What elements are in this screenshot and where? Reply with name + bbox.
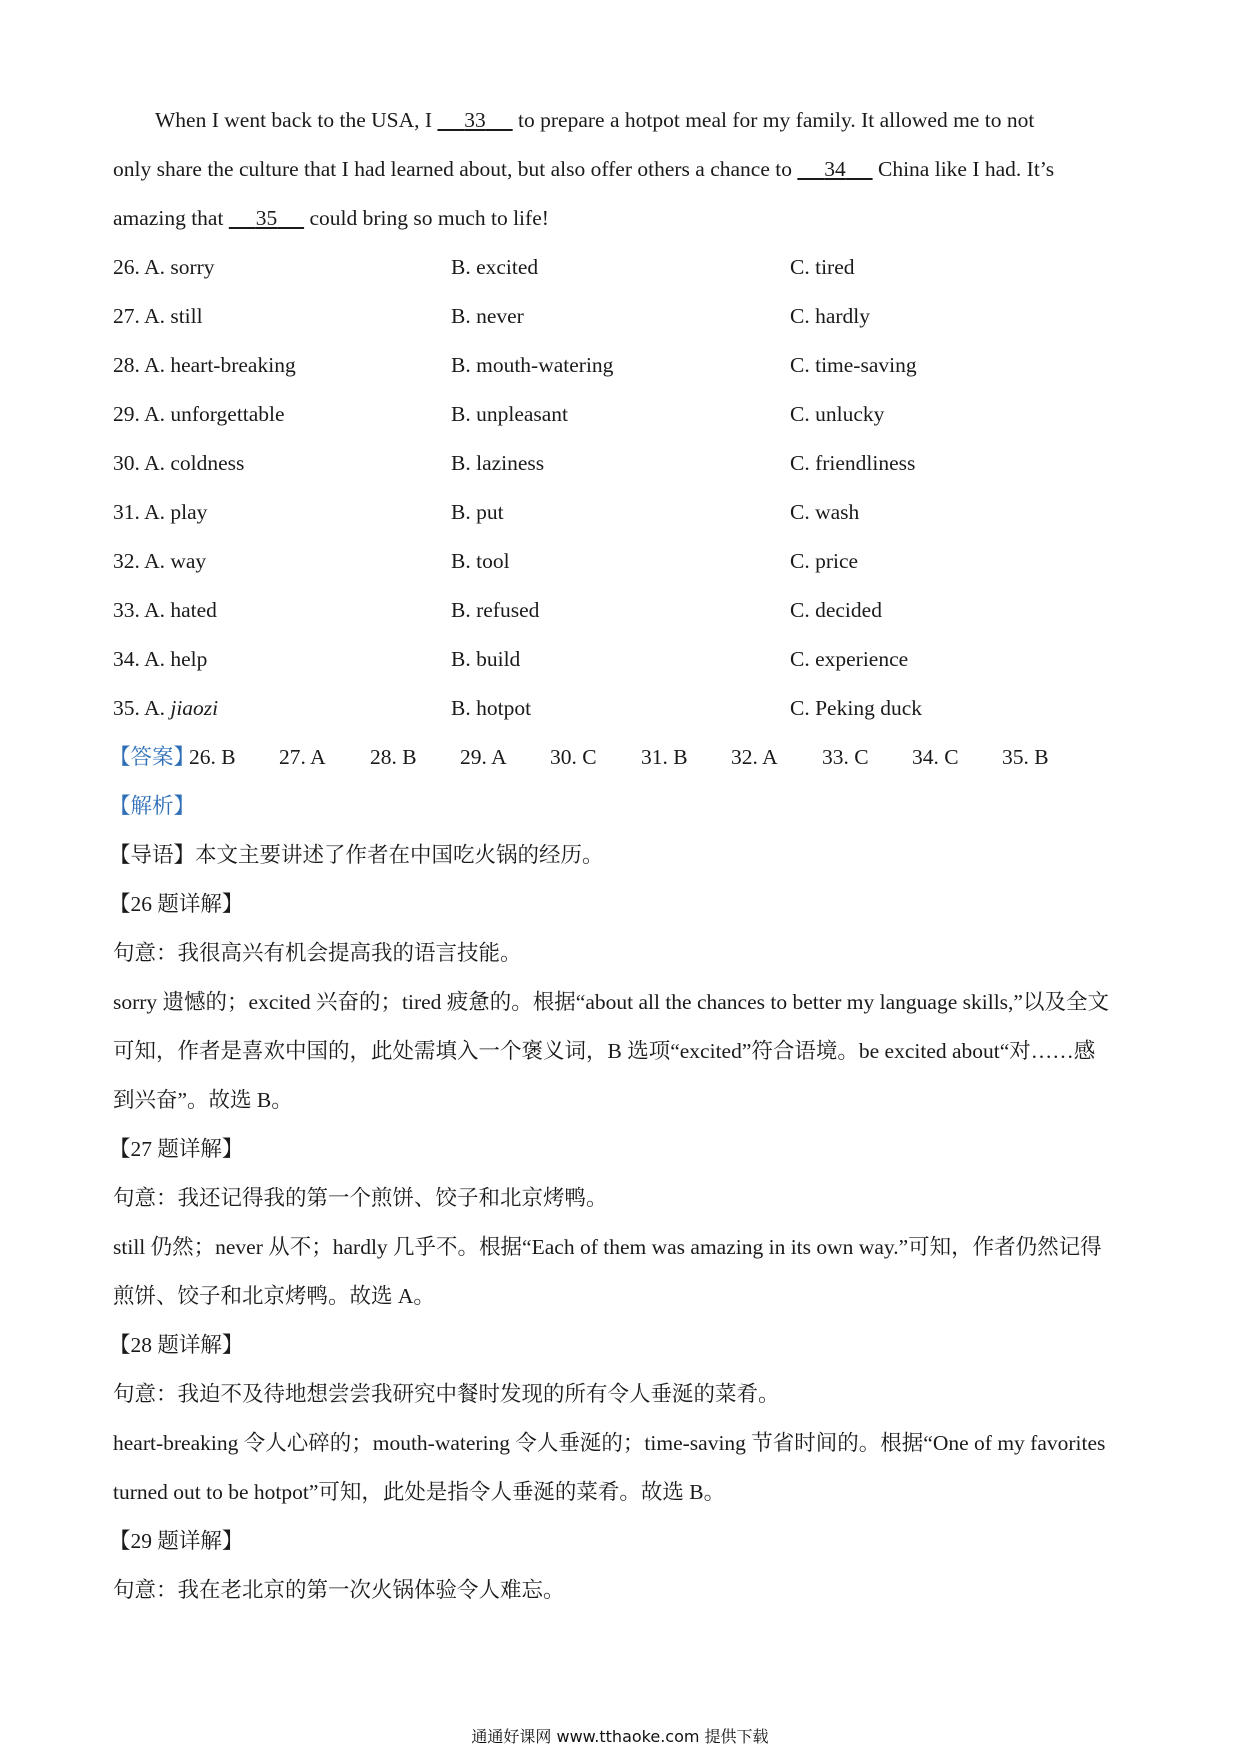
- q28-heading: 【28 题详解】: [109, 1333, 244, 1357]
- passage-text: When I went back to the USA, I: [155, 108, 438, 132]
- option-row: [113, 488, 1133, 537]
- answer-item: 31. B: [641, 745, 688, 769]
- option-b: B. laziness: [451, 451, 545, 475]
- answer-item: 35. B: [1002, 745, 1049, 769]
- option-c: C. friendliness: [790, 451, 916, 475]
- q28-meaning: 句意：我迫不及待地想尝尝我研究中餐时发现的所有令人垂涎的菜肴。: [113, 1382, 780, 1406]
- document-content: [109, 96, 1133, 1615]
- option-b: B. put: [451, 500, 504, 524]
- option-a: 34. A. help: [113, 647, 208, 671]
- option-a: 33. A. hated: [113, 598, 217, 622]
- option-a: 28. A. heart-breaking: [113, 353, 296, 377]
- option-c: C. tired: [790, 255, 855, 279]
- option-row: [113, 586, 1133, 635]
- answer-item: 32. A: [731, 745, 778, 769]
- blank-33: [437, 108, 512, 132]
- option-c: C. experience: [790, 647, 909, 671]
- answer-item: 33. C: [822, 745, 869, 769]
- q28-line-1: heart-breaking 令人心碎的；mouth-watering 令人垂涎的；time-saving 节省时间的。根据“One of my favorites: [113, 1431, 1106, 1455]
- option-c: C. wash: [790, 500, 860, 524]
- option-a: 30. A. coldness: [113, 451, 245, 475]
- analysis-label: 【解析】: [109, 794, 196, 818]
- option-a: 32. A. way: [113, 549, 207, 573]
- passage-text: China like I had. It’s: [872, 157, 1055, 181]
- blank-34: [797, 157, 872, 181]
- q26-line-3: 到兴奋”。故选 B。: [113, 1088, 293, 1112]
- passage-text: amazing that: [113, 206, 229, 230]
- q29-meaning: 句意：我在老北京的第一次火锅体验令人难忘。: [113, 1578, 565, 1602]
- option-b: B. hotpot: [451, 696, 532, 720]
- option-a: 35. A. jiaozi: [113, 696, 219, 720]
- q26-meaning: 句意：我很高兴有机会提高我的语言技能。: [113, 941, 522, 965]
- option-b: B. unpleasant: [451, 402, 569, 426]
- answer-item: 29. A: [460, 745, 507, 769]
- answer-item: 27. A: [279, 745, 326, 769]
- q28-line-2: turned out to be hotpot”可知，此处是指令人垂涎的菜肴。故选 B。: [113, 1480, 726, 1504]
- option-b: B. refused: [451, 598, 540, 622]
- option-c: C. price: [790, 549, 859, 573]
- q27-line-2: 煎饼、饺子和北京烤鸭。故选 A。: [113, 1284, 435, 1308]
- page-footer: 通通好课网 www.tthaoke.com 提供下载: [471, 1727, 769, 1746]
- q26-line-2: 可知，作者是喜欢中国的，此处需填入一个褒义词，B 选项“excited”符合语境。be excited about“对……感: [113, 1039, 1096, 1063]
- blank-number: 34: [824, 157, 846, 181]
- passage-line-1: [113, 96, 1133, 145]
- passage-text: could bring so much to life!: [304, 206, 549, 230]
- passage-text: to prepare a hotpot meal for my family. It allowed me to not: [512, 108, 1035, 132]
- option-c: C. decided: [790, 598, 882, 622]
- option-row: [113, 341, 1133, 390]
- answer-label: 【答案】: [109, 745, 196, 769]
- q26-line-1: sorry 遗憾的；excited 兴奋的；tired 疲惫的。根据“about all the chances to better my language skills,”以及全文: [113, 990, 1109, 1014]
- guide-text: 【导语】本文主要讲述了作者在中国吃火锅的经历。: [109, 843, 604, 867]
- option-b: B. excited: [451, 255, 539, 279]
- q27-heading: 【27 题详解】: [109, 1137, 244, 1161]
- passage-line-2: [113, 145, 1133, 194]
- q29-heading: 【29 题详解】: [109, 1529, 244, 1553]
- options-list: [113, 243, 1133, 733]
- option-b: B. mouth-watering: [451, 353, 614, 377]
- option-b: B. tool: [451, 549, 510, 573]
- option-row: [113, 684, 1133, 733]
- answer-row: [109, 733, 1133, 782]
- answer-item: 30. C: [550, 745, 597, 769]
- option-c: C. time-saving: [790, 353, 917, 377]
- passage-line-3: [113, 194, 1133, 243]
- option-c: C. unlucky: [790, 402, 885, 426]
- option-c: C. Peking duck: [790, 696, 922, 720]
- answer-item: 26. B: [189, 745, 236, 769]
- option-b: B. build: [451, 647, 521, 671]
- option-row: [113, 390, 1133, 439]
- option-a: 26. A. sorry: [113, 255, 215, 279]
- blank-35: [229, 206, 304, 230]
- option-row: [113, 635, 1133, 684]
- option-a: 29. A. unforgettable: [113, 402, 285, 426]
- option-b: B. never: [451, 304, 524, 328]
- q26-heading: 【26 题详解】: [109, 892, 244, 916]
- passage-text: only share the culture that I had learned about, but also offer others a chance to: [113, 157, 798, 181]
- q27-line-1: still 仍然；never 从不；hardly 几乎不。根据“Each of them was amazing in its own way.”可知，作者仍然记得: [113, 1235, 1102, 1259]
- option-c: C. hardly: [790, 304, 871, 328]
- blank-number: 35: [255, 206, 278, 230]
- option-row: [113, 537, 1133, 586]
- option-row: [113, 292, 1133, 341]
- blank-number: 33: [464, 108, 486, 132]
- option-row: [113, 439, 1133, 488]
- option-a: 31. A. play: [113, 500, 208, 524]
- q27-meaning: 句意：我还记得我的第一个煎饼、饺子和北京烤鸭。: [113, 1186, 608, 1210]
- answer-item: 34. C: [912, 745, 959, 769]
- answer-item: 28. B: [370, 745, 417, 769]
- option-row: [113, 243, 1133, 292]
- option-a: 27. A. still: [113, 304, 203, 328]
